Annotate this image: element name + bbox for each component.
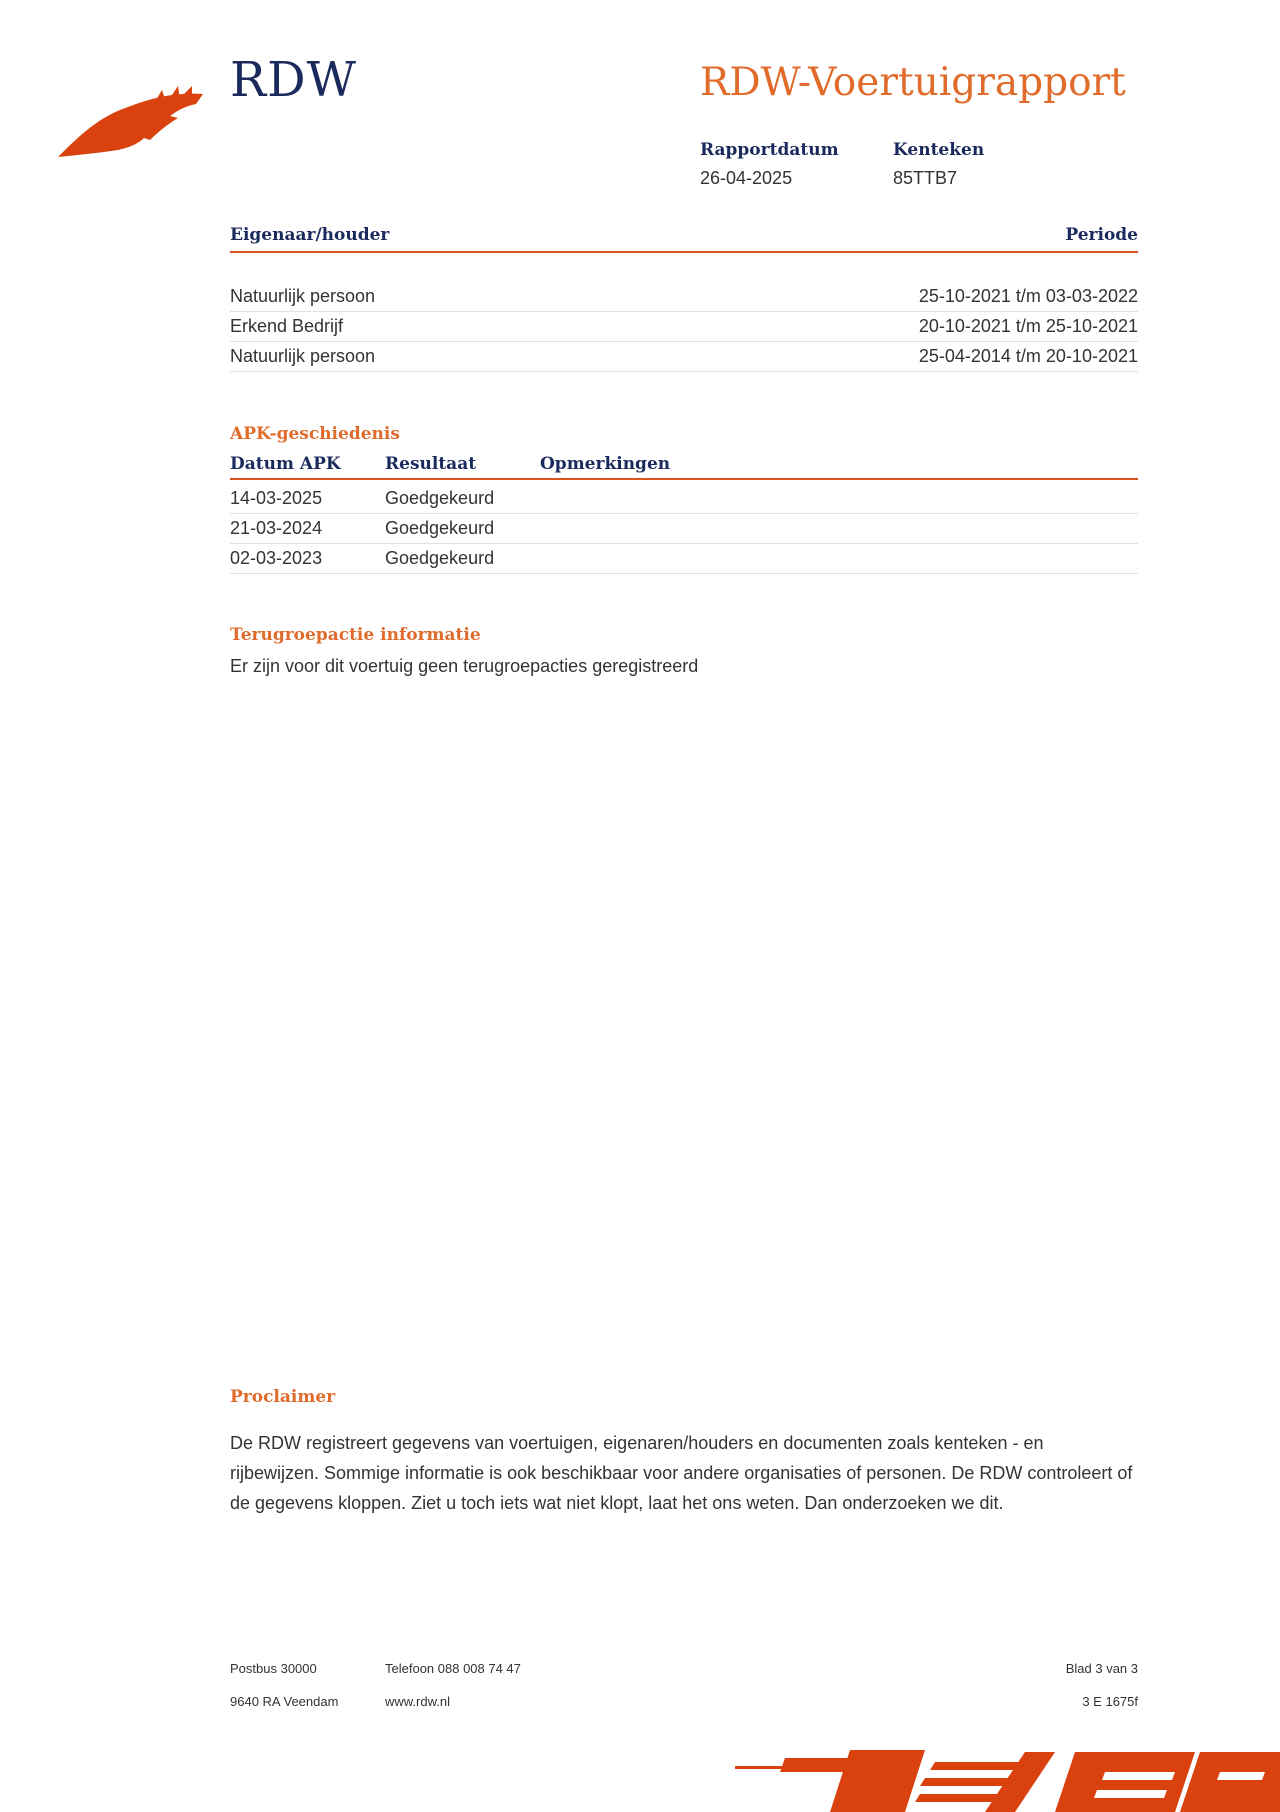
decorative-stripes-icon (725, 1742, 1280, 1812)
report-title: RDW-Voertuigrapport (700, 60, 1126, 105)
apk-result: Goedgekeurd (385, 518, 495, 538)
owner-type: Natuurlijk persoon (230, 286, 376, 306)
report-date-value: 26-04-2025 (700, 168, 793, 188)
table-row (230, 342, 1138, 372)
owner-type: Natuurlijk persoon (230, 346, 376, 366)
apk-table-header (230, 454, 1138, 480)
owner-type: Erkend Bedrijf (230, 316, 344, 336)
table-row (230, 282, 1138, 312)
owner-table-header (230, 225, 1138, 253)
proclaimer-title: Proclaimer (230, 1387, 336, 1407)
table-row (230, 484, 1138, 514)
apk-section-title: APK-geschiedenis (230, 424, 400, 444)
apk-remarks-header: Opmerkingen (540, 454, 671, 474)
plate-label: Kenteken (893, 140, 985, 160)
apk-date: 02-03-2023 (230, 548, 323, 568)
footer-city: 9640 RA Veendam (230, 1694, 339, 1709)
rdw-logo-icon (58, 82, 208, 162)
recall-section-title: Terugroepactie informatie (230, 625, 481, 645)
apk-result: Goedgekeurd (385, 488, 495, 508)
proclaimer-text: De RDW registreert gegevens van voertuigen, eigenaren/houders en documenten zoals kenteken - en rijbewijzen. Sommige informatie is ook beschikbaar voor andere organisaties of personen. De RDW controleert of de gegevens kloppen. Ziet u toch iets wat niet klopt, laat het ons weten. Dan onderzoeken we dit. (230, 1433, 1133, 1513)
period-column-header: Periode (1065, 225, 1138, 245)
plate-value: 85TTB7 (893, 168, 958, 188)
footer-website-link[interactable]: www.rdw.nl (385, 1694, 451, 1709)
apk-result: Goedgekeurd (385, 548, 495, 568)
footer-phone: Telefoon 088 008 74 47 (385, 1661, 521, 1676)
owner-period: 25-10-2021 t/m 03-03-2022 (918, 286, 1138, 306)
apk-remarks (540, 484, 1138, 513)
apk-date: 21-03-2024 (230, 518, 323, 538)
owner-column-header: Eigenaar/houder (230, 225, 390, 245)
apk-table (230, 484, 1138, 574)
footer-page-number: Blad 3 van 3 (1065, 1661, 1138, 1676)
footer-document-code: 3 E 1675f (1082, 1694, 1138, 1709)
apk-result-header: Resultaat (385, 454, 477, 474)
table-row (230, 312, 1138, 342)
report-date-block (700, 140, 839, 189)
owner-table (230, 282, 1138, 372)
apk-date: 14-03-2025 (230, 488, 323, 508)
apk-remarks (540, 514, 1138, 543)
apk-remarks (540, 544, 1138, 573)
footer-postbus: Postbus 30000 (230, 1661, 317, 1676)
owner-period: 25-04-2014 t/m 20-10-2021 (918, 346, 1138, 366)
recall-text: Er zijn voor dit voertuig geen terugroepacties geregistreerd (230, 656, 699, 676)
report-date-label: Rapportdatum (700, 140, 839, 160)
plate-block (893, 140, 984, 189)
apk-date-header: Datum APK (230, 454, 341, 474)
brand-name: RDW (230, 52, 357, 108)
table-row (230, 544, 1138, 574)
table-row (230, 514, 1138, 544)
owner-period: 20-10-2021 t/m 25-10-2021 (918, 316, 1138, 336)
